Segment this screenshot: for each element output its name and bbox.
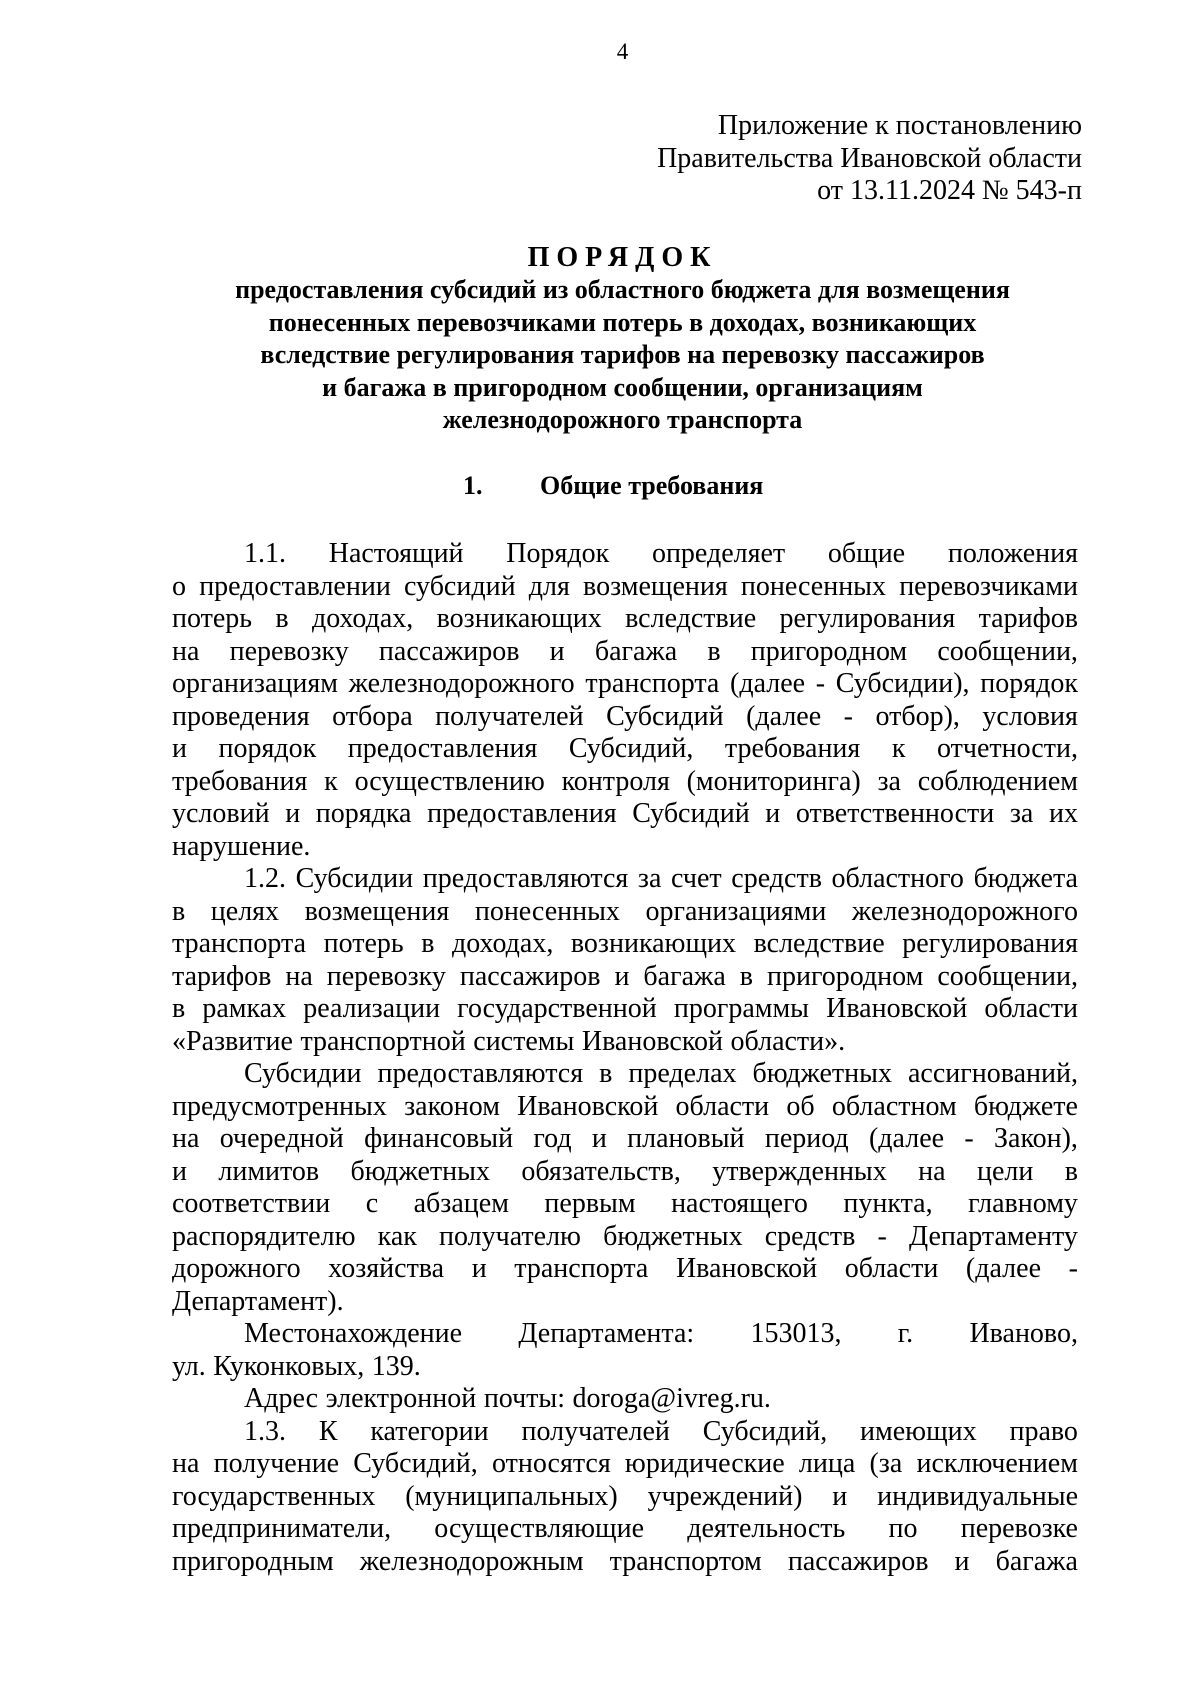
text-line: условий и порядка предоставления Субсидий и ответственности за их bbox=[172, 798, 1078, 829]
text-line: тарифов на перевозку пассажиров и багажа в пригородном сообщении, bbox=[172, 960, 1078, 992]
section-title: Общие требования bbox=[540, 471, 764, 500]
body-text bbox=[172, 538, 1078, 1578]
text-line: транспорта потерь в доходах, возникающих вследствие регулирования bbox=[172, 928, 1078, 959]
text-line: на очередной финансовый год и плановый период (далее - Закон), bbox=[172, 1123, 1078, 1154]
text-line: о предоставлении субсидий для возмещения понесенных перевозчиками bbox=[172, 570, 1078, 602]
document-title: ПОРЯДОК bbox=[527, 242, 718, 273]
text-line: 1.3. К категории получателей Субсидий, имеющих право bbox=[244, 1415, 1078, 1447]
text-line: и порядок предоставления Субсидий, требования к отчетности, bbox=[172, 733, 1078, 764]
text-line: распорядителю как получателю бюджетных средств - Департаменту bbox=[172, 1220, 1078, 1252]
text-line: 1.2. Субсидии предоставляются за счет средств областного бюджета bbox=[244, 863, 1078, 894]
text-line: дорожного хозяйства и транспорта Ивановской области (далее - bbox=[172, 1253, 1078, 1284]
subtitle-line: предоставления субсидий из областного бюджета для возмещения bbox=[235, 275, 1010, 304]
text-line: на получение Субсидий, относятся юридические лица (за исключением bbox=[172, 1448, 1078, 1479]
subtitle-line: понесенных перевозчиками потерь в доходах, возникающих bbox=[268, 307, 977, 337]
text-line: «Развитие транспортной системы Ивановской области». bbox=[172, 1025, 846, 1057]
subtitle-line: вследствие регулирования тарифов на перевозку пассажиров bbox=[260, 340, 985, 369]
page-number: 4 bbox=[616, 39, 629, 64]
text-line: Адрес электронной почты: doroga@ivreg.ru. bbox=[244, 1383, 771, 1414]
text-line: ул. Куконковых, 139. bbox=[172, 1350, 421, 1382]
section-number: 1. bbox=[463, 471, 483, 500]
appendix-block bbox=[657, 110, 1082, 208]
text-line: в рамках реализации государственной программы Ивановской области bbox=[172, 993, 1078, 1024]
text-line: на перевозку пассажиров и багажа в пригородном сообщении, bbox=[172, 635, 1078, 667]
text-line: Субсидии предоставляются в пределах бюджетных ассигнований, bbox=[244, 1058, 1078, 1089]
text-line: предусмотренных законом Ивановской области об областном бюджете bbox=[172, 1090, 1078, 1122]
document-subtitle bbox=[0, 274, 1200, 437]
text-line: требования к осуществлению контроля (мониторинга) за соблюдением bbox=[172, 765, 1078, 797]
subtitle-line: и багажа в пригородном сообщении, организациям bbox=[322, 372, 923, 402]
text-line: Местонахождение Департамента: 153013, г. Иваново, bbox=[244, 1318, 1078, 1349]
appendix-line: от 13.11.2024 № 543-п bbox=[817, 175, 1082, 206]
text-line: Департамент). bbox=[172, 1285, 344, 1317]
text-line: 1.1. Настоящий Порядок определяет общие положения bbox=[244, 538, 1078, 569]
appendix-line: Приложение к постановлению bbox=[717, 110, 1082, 141]
text-line: государственных (муниципальных) учреждений) и индивидуальные bbox=[172, 1480, 1078, 1512]
text-line: соответствии с абзацем первым настоящего пункта, главному bbox=[172, 1188, 1078, 1219]
text-line: потерь в доходах, возникающих вследствие регулирования тарифов bbox=[172, 603, 1078, 634]
text-line: и лимитов бюджетных обязательств, утвержденных на цели в bbox=[172, 1155, 1078, 1187]
text-line: организациям железнодорожного транспорта (далее - Субсидии), порядок bbox=[172, 668, 1078, 699]
subtitle-line: железнодорожного транспорта bbox=[442, 405, 803, 434]
text-line: предприниматели, осуществляющие деятельность по перевозке bbox=[172, 1513, 1078, 1544]
text-line: проведения отбора получателей Субсидий (далее - отбор), условия bbox=[172, 700, 1078, 732]
text-line: в целях возмещения понесенных организациями железнодорожного bbox=[172, 895, 1078, 927]
text-line: пригородным железнодорожным транспортом пассажиров и багажа bbox=[172, 1545, 1078, 1577]
appendix-line: Правительства Ивановской области bbox=[657, 142, 1082, 174]
text-line: нарушение. bbox=[172, 830, 311, 862]
